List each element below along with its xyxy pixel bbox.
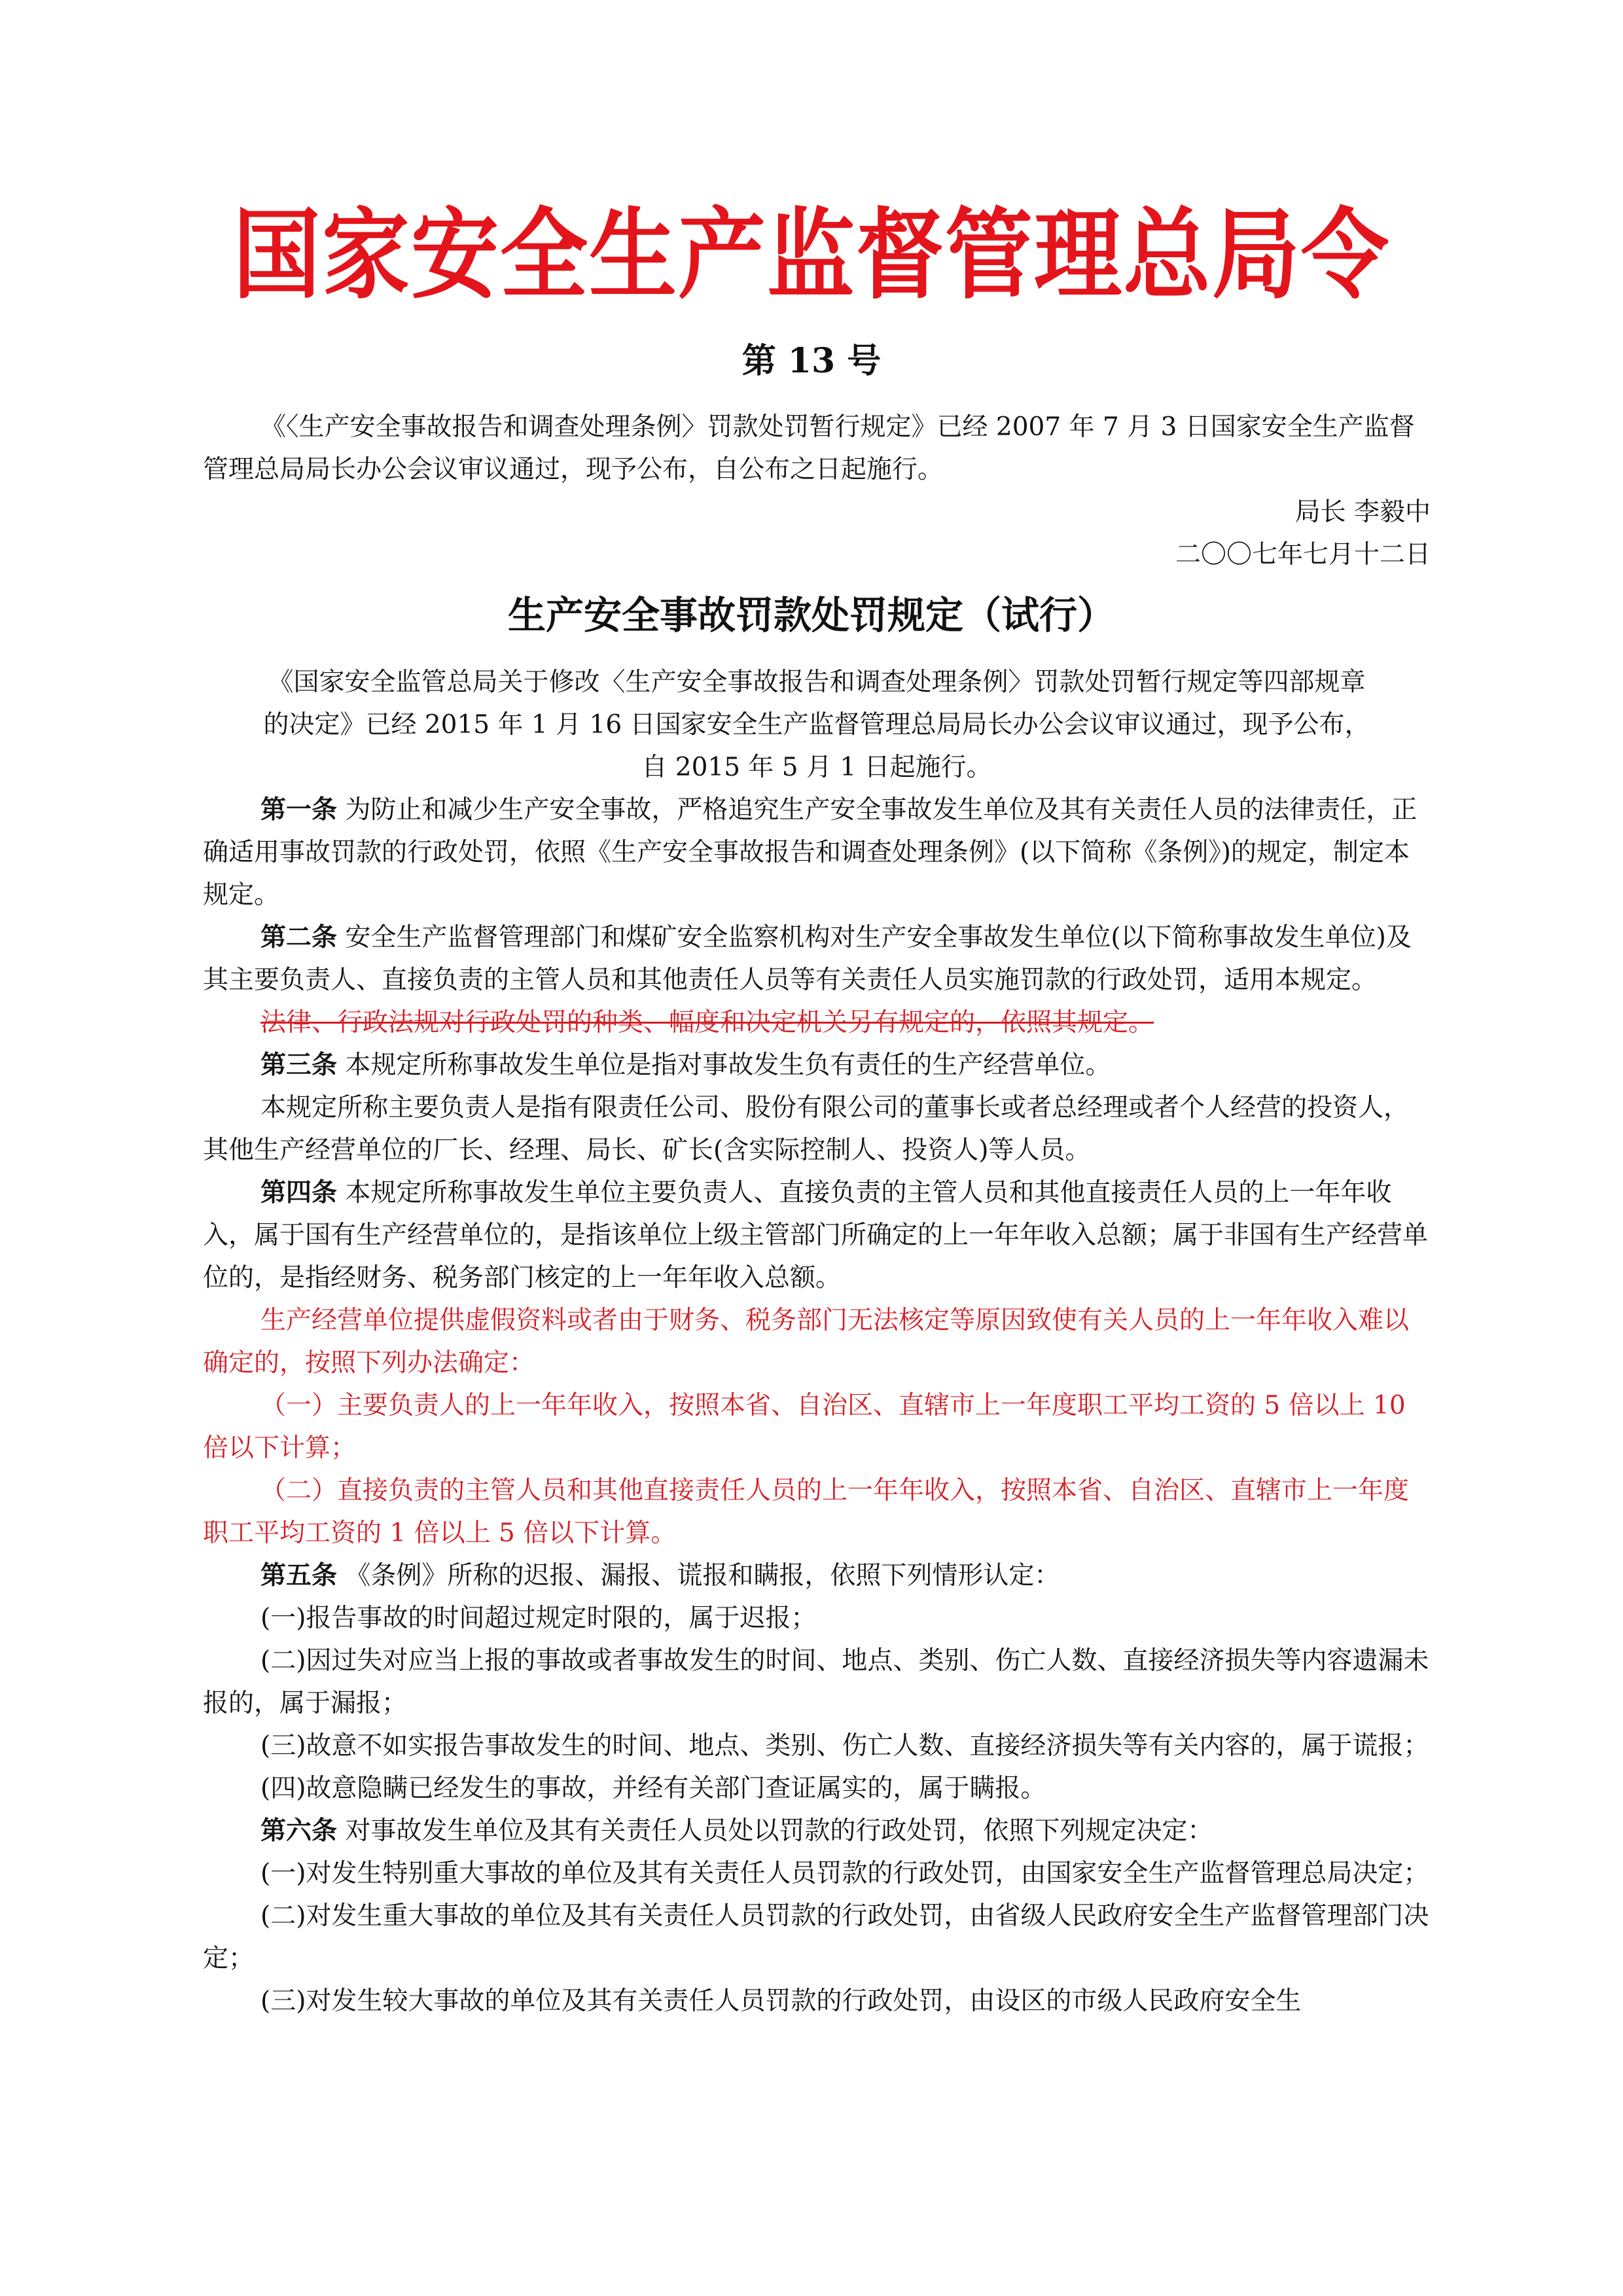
revision-note xyxy=(203,661,1431,789)
deleted-text: 法律、行政法规对行政处罚的种类、幅度和决定机关另有规定的，依照其规定。 xyxy=(260,1008,1154,1037)
article-label: 第六条 xyxy=(260,1816,338,1846)
article-3 xyxy=(203,1044,1431,1086)
article-5 xyxy=(203,1554,1431,1597)
article-4 xyxy=(203,1172,1431,1299)
preamble-block xyxy=(203,406,1431,576)
article-5-item-2: (二)因过失对应当上报的事故或者事故发生的时间、地点、类别、伤亡人数、直接经济损失等内容遗漏未报的，属于漏报； xyxy=(203,1646,1429,1718)
article-6-item-1: (一)对发生特别重大事故的单位及其有关责任人员罚款的行政处罚，由国家安全生产监督管理总局决定； xyxy=(260,1859,1429,1888)
preamble-text: 《〈生产安全事故报告和调查处理条例〉罚款处罚暂行规定》已经 2007 年 7 月 3 日国家安全生产监督管理总局局长办公会议审议通过，现予公布，自公布之日起施行。 xyxy=(203,412,1415,484)
articles-body xyxy=(203,789,1431,2022)
revision-note-line: 自 2015 年 5 月 1 日起施行。 xyxy=(641,753,992,782)
article-text: 《条例》所称的迟报、漏报、谎报和瞒报，依照下列情形认定： xyxy=(337,1561,1060,1590)
article-text: 为防止和减少生产安全事故，严格追究生产安全事故发生单位及其有关责任人员的法律责任，正确适用事故罚款的行政处罚，依照《生产安全事故报告和调查处理条例》(以下简称《条例》)的规定，制定本规定。 xyxy=(203,795,1418,910)
article-2 xyxy=(203,916,1431,1001)
article-5-item-1: (一)报告事故的时间超过规定时限的，属于迟报； xyxy=(260,1604,817,1633)
document-title: 生产安全事故罚款处罚规定（试行） xyxy=(507,593,1115,637)
article-label: 第二条 xyxy=(260,922,338,952)
article-text: 本规定所称事故发生单位主要负责人、直接负责的主管人员和其他直接责任人员的上一年年收入，属于国有生产经营单位的，是指该单位上级主管部门所确定的上一年年收入总额；属于非国有生产经营单位的，是指经财务、税务部门核定的上一年年收入总额。 xyxy=(203,1178,1429,1293)
article-text: 本规定所称事故发生单位是指对事故发生负有责任的生产经营单位。 xyxy=(337,1050,1111,1080)
article-6 xyxy=(203,1810,1431,1852)
article-label: 第四条 xyxy=(260,1177,338,1208)
article-6-item-3: (三)对发生较大事故的单位及其有关责任人员罚款的行政处罚，由设区的市级人民政府安全生 xyxy=(260,1986,1302,2016)
deleted-clause xyxy=(203,1001,1431,1044)
revision-note-line: 的决定》已经 2015 年 1 月 16 日国家安全生产监督管理总局局长办公会议审议通过，现予公布， xyxy=(263,710,1370,740)
article-6-item-2: (二)对发生重大事故的单位及其有关责任人员罚款的行政处罚，由省级人民政府安全生产监督管理部门决定； xyxy=(203,1901,1429,1973)
revision-note-line: 《国家安全监管总局关于修改〈生产安全事故报告和调查处理条例〉罚款处罚暂行规定等四部规章 xyxy=(268,668,1366,697)
article-label: 第五条 xyxy=(260,1560,338,1590)
order-number: 第 13 号 xyxy=(741,341,882,381)
article-label: 第一条 xyxy=(260,795,338,825)
signature-name: 局长 李毅中 xyxy=(1294,497,1431,527)
amendment-item-1: （一）主要负责人的上一年年收入，按照本省、自治区、直辖市上一年度职工平均工资的 5 倍以上 10 倍以下计算； xyxy=(203,1391,1406,1463)
article-3-paragraph: 本规定所称主要负责人是指有限责任公司、股份有限公司的董事长或者总经理或者个人经营的投资人，其他生产经营单位的厂长、经理、局长、矿长(含实际控制人、投资人)等人员。 xyxy=(203,1093,1410,1165)
amendment-item-2: （二）直接负责的主管人员和其他直接责任人员的上一年年收入，按照本省、自治区、直辖市上一年度职工平均工资的 1 倍以上 5 倍以下计算。 xyxy=(203,1476,1410,1548)
article-1 xyxy=(203,789,1431,916)
masthead-title: 国家安全生产监督管理总局令 xyxy=(232,198,1390,313)
article-label: 第三条 xyxy=(260,1050,338,1080)
signature-date: 二〇〇七年七月十二日 xyxy=(1175,540,1431,569)
article-5-item-4: (四)故意隐瞒已经发生的事故，并经有关部门查证属实的，属于瞒报。 xyxy=(260,1774,1046,1803)
amendment-paragraph: 生产经营单位提供虚假资料或者由于财务、税务部门无法核定等原因致使有关人员的上一年年收入难以确定的，按照下列办法确定： xyxy=(203,1306,1410,1378)
article-text: 安全生产监督管理部门和煤矿安全监察机构对生产安全事故发生单位(以下简称事故发生单位)及其主要负责人、直接负责的主管人员和其他责任人员等有关责任人员实施罚款的行政处罚，适用本规定。 xyxy=(203,923,1412,995)
article-5-item-3: (三)故意不如实报告事故发生的时间、地点、类别、伤亡人数、直接经济损失等有关内容的，属于谎报； xyxy=(260,1731,1429,1761)
article-text: 对事故发生单位及其有关责任人员处以罚款的行政处罚，依照下列规定决定： xyxy=(337,1816,1213,1846)
